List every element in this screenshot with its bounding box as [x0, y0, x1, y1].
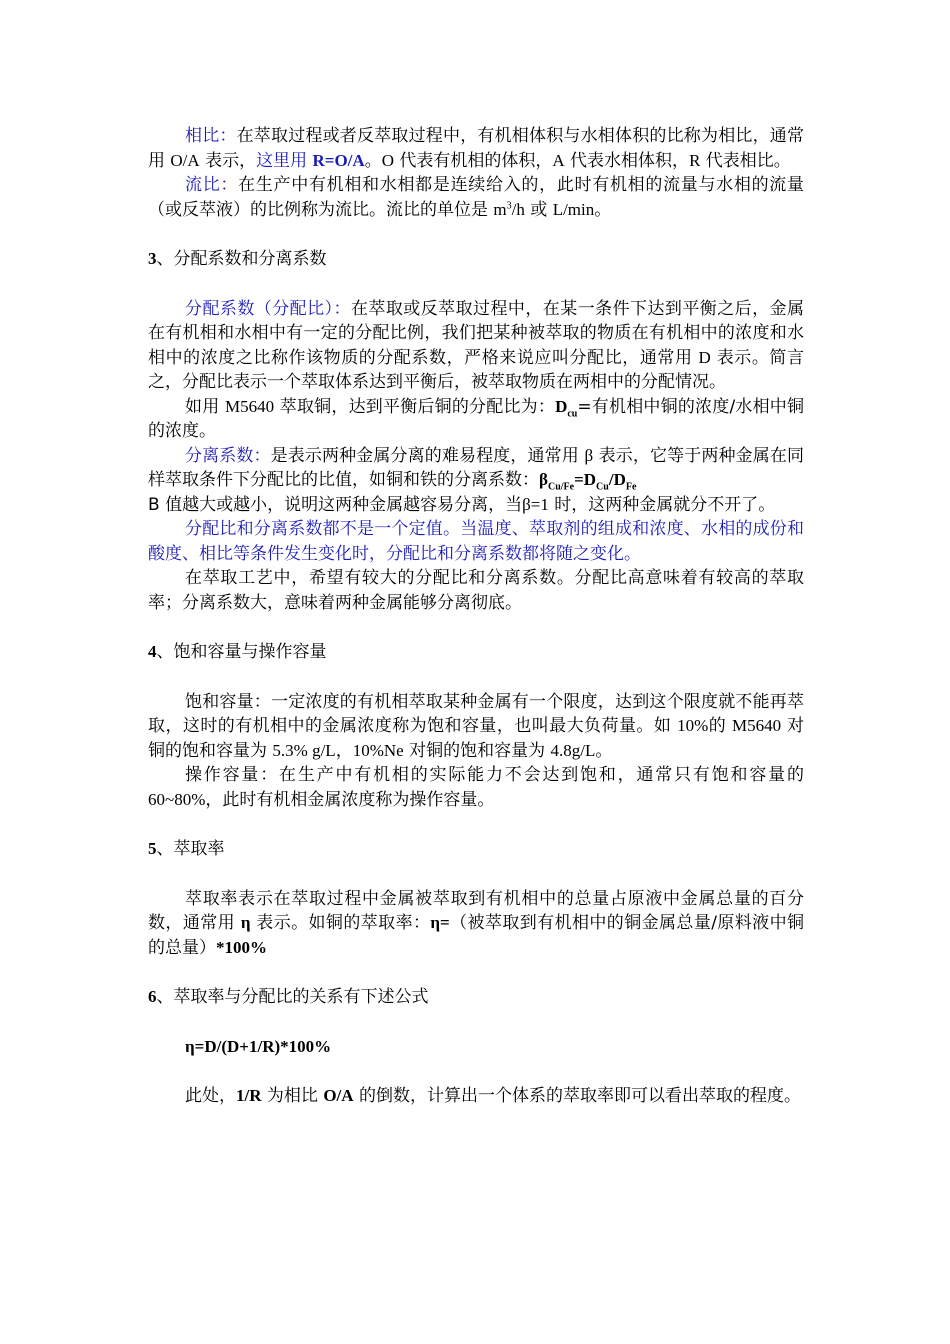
- section-heading-5: 5、萃取率: [148, 839, 225, 859]
- formula-r-oa: R=O/A: [312, 150, 365, 170]
- paragraph-process: 在萃取工艺中，希望有较大的分配比和分离系数。分配比高意味着有较高的萃取率；分离系数大，意味着两种金属能够分离彻底。: [148, 568, 804, 613]
- formula-extraction-rate: η=D/(D+1/R)*100%: [185, 1036, 332, 1056]
- paragraph-example-m5640: 如用 M5640 萃取铜，达到平衡后铜的分配比为：$D_{cu}=$有机相中铜的浓度/水相中铜的浓度。: [148, 396, 804, 441]
- formula-beta: $\beta_{Cu/Fe}=D_{Cu}/D_{Fe}$: [539, 470, 637, 493]
- paragraph-flow-ratio: 流比：在生产中有机相和水相都是连续给入的，此时有机相的流量与水相的流量（或反萃液）的比例称为流比。流比的单位是 $m^3/h$ 或 L/min。: [148, 175, 805, 220]
- term-distribution-coefficient: 分配系数（分配比）：: [185, 298, 351, 319]
- term-separation-coefficient: 分离系数：: [185, 445, 271, 466]
- paragraph-variable-note: 分配比和分离系数都不是一个定值。当温度、萃取剂的组成和浓度、水相的成份和酸度、相比等条件发生变化时，分配比和分离系数都将随之变化。: [148, 519, 804, 564]
- section-heading-3: 3、分配系数和分离系数: [148, 249, 327, 269]
- paragraph-operating-capacity: 操作容量：在生产中有机相的实际能力不会达到饱和，通常只有饱和容量的 60~80%，此时有机相金属浓度称为操作容量。: [148, 765, 804, 810]
- paragraph-saturation-capacity: 饱和容量：一定浓度的有机相萃取某种金属有一个限度，达到这个限度就不能再萃取，这时的有机相中的金属浓度称为饱和容量，也叫最大负荷量。如 10%的 M5640 对铜的饱和容量为 5.3% g/L，10%Ne 对铜的饱和容量为 4.8g/L。: [148, 691, 805, 761]
- document-body: [148, 124, 804, 1109]
- paragraph-distribution-coefficient: 分配系数（分配比）：在萃取或反萃取过程中，在某一条件下达到平衡之后，金属在有机相和水相中有一定的分配比例，我们把某种被萃取的物质在有机相中的浓度和水相中的浓度之比称作该物质的分配系数，严格来说应叫分配比，通常用 D 表示。简言之，分配比表示一个萃取体系达到平衡后，被萃取物质在两相中的分配情况。: [148, 298, 805, 392]
- paragraph-final-note: 此处，1/R 为相比 O/A 的倒数，计算出一个体系的萃取率即可以看出萃取的程度。: [185, 1086, 801, 1106]
- section-heading-4: 4、饱和容量与操作容量: [148, 642, 327, 662]
- term-phase-ratio: 相比：: [185, 126, 237, 146]
- paragraph-separation-coefficient: 分离系数：是表示两种金属分离的难易程度，通常用 β 表示，它等于两种金属在同样萃取条件下分配比的比值，如铜和铁的分离系数：$\beta_{Cu/Fe}=D_{Cu}/D_{Fe}$ B 值越大或越小，说明这两种金属越容易分离，当β=1 时，这两种金属就分不开了。: [148, 445, 805, 515]
- section-heading-6: 6、萃取率与分配比的关系有下述公式: [148, 987, 429, 1007]
- paragraph-extraction-rate: 萃取率表示在萃取过程中金属被萃取到有机相中的总量占原液中金属总量的百分数，通常用 η 表示。如铜的萃取率：η=（被萃取到有机相中的铜金属总量/原料液中铜的总量）*100%: [148, 888, 805, 958]
- term-flow-ratio: 流比：: [185, 175, 239, 195]
- paragraph-phase-ratio: 相比：在萃取过程或者反萃取过程中，有机相体积与水相体积的比称为相比，通常用 O/A 表示，这里用 R=O/A。O 代表有机相的体积，A 代表水相体积，R 代表相比。: [148, 126, 805, 171]
